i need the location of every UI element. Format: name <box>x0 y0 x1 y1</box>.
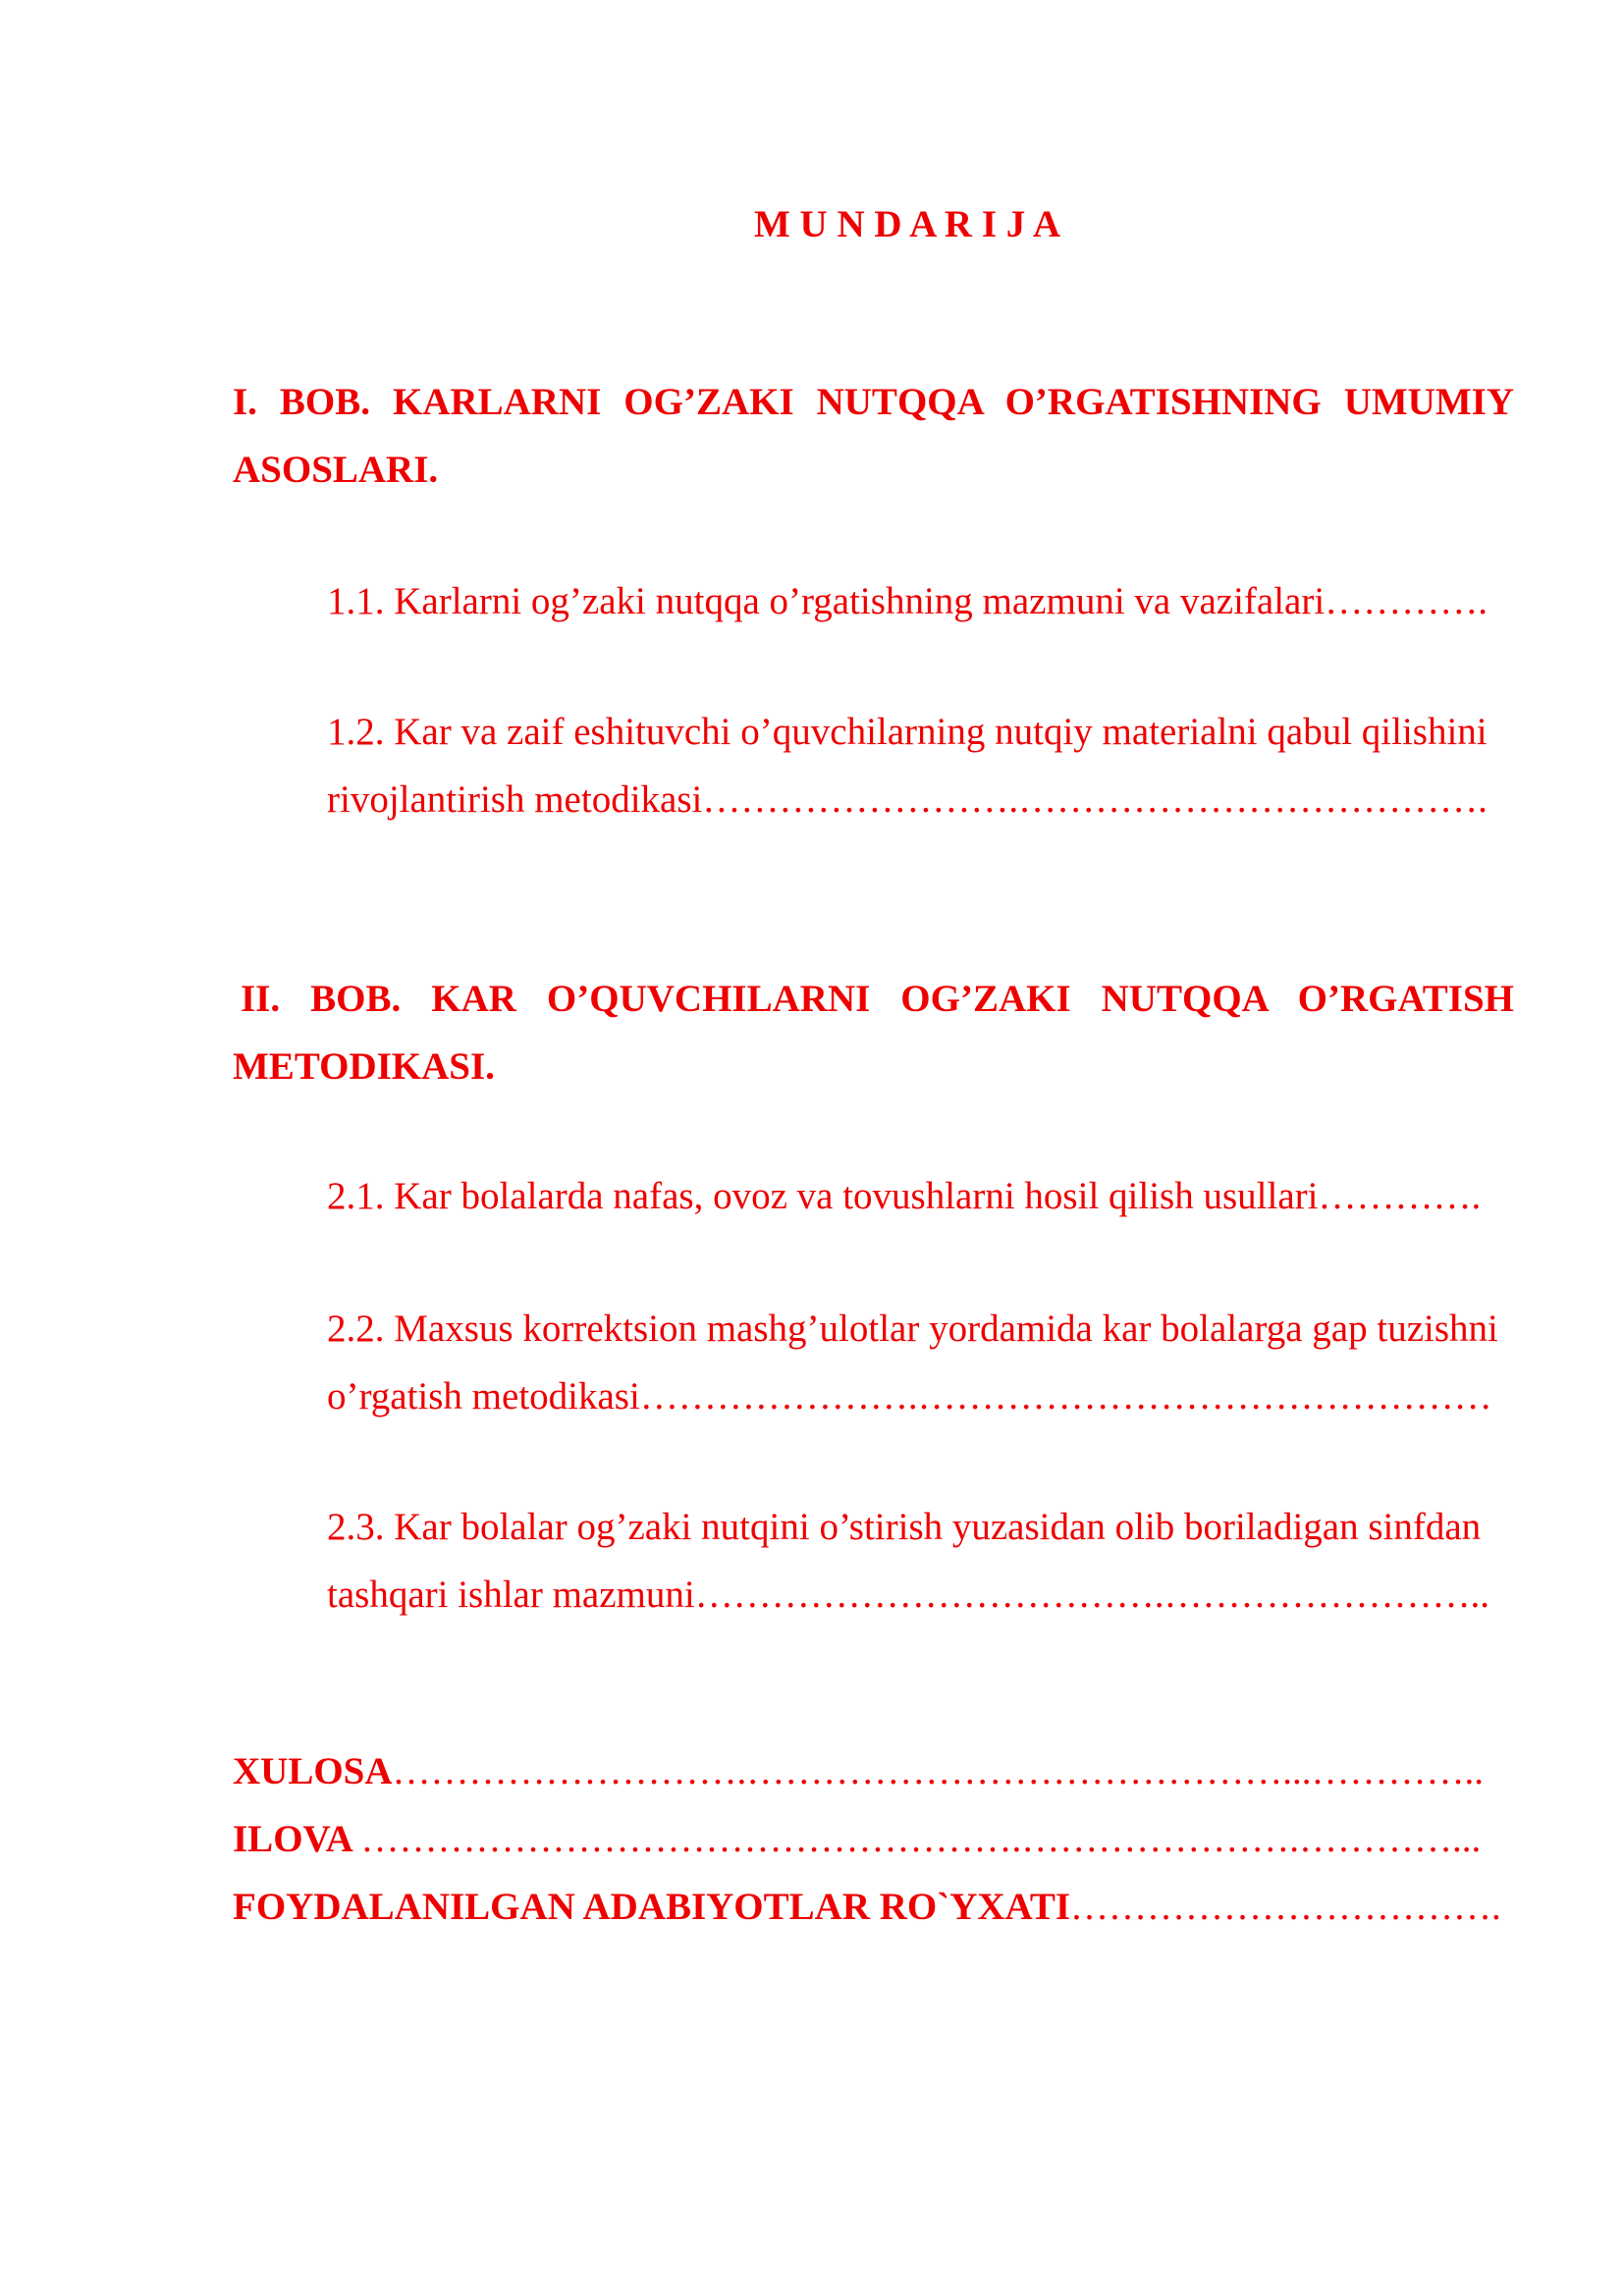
toc-leader-dots: ……………………….……………………………………...………….. <box>392 1750 1485 1792</box>
toc-entry-2-3 <box>327 1493 1514 1629</box>
toc-entry-1-1 <box>327 567 1514 635</box>
toc-entry-bibliography <box>233 1873 1501 1941</box>
toc-leader-dots: …………. <box>1318 1175 1482 1217</box>
toc-entry-label: FOYDALANILGAN ADABIYOTLAR RO`YXATI <box>233 1886 1071 1928</box>
toc-leader-dots: ……………………………. <box>1070 1886 1501 1928</box>
toc-entry-1-2 <box>327 698 1514 833</box>
toc-leader-dots: …………………….………………………………. <box>702 778 1488 821</box>
toc-entry-label: 2.2. Maxsus korrektsion mashg’ulotlar yordamida kar bolalarga gap tuzishni o’rgatish metodikasi <box>327 1308 1498 1417</box>
toc-entry-label: XULOSA <box>233 1750 393 1792</box>
toc-entry-label: ILOVA <box>233 1818 361 1860</box>
toc-leader-dots: …………………………………………….………………….…………... <box>360 1818 1482 1860</box>
toc-entry-2-2 <box>327 1295 1514 1430</box>
toc-entry-2-1 <box>327 1162 1514 1230</box>
toc-leader-dots: ………………….……………………………………… <box>639 1375 1492 1417</box>
toc-leader-dots: ……………………………….…………………….. <box>694 1574 1489 1616</box>
toc-entry-label: 1.1. Karlarni og’zaki nutqqa o’rgatishning mazmuni va vazifalari <box>327 580 1326 622</box>
chapter-1-heading: I. BOB. KARLARNI OG’ZAKI NUTQQA O’RGATISHNING UMUMIY ASOSLARI. <box>233 381 1514 491</box>
chapter-2-heading: II. BOB. KAR O’QUVCHILARNI OG’ZAKI NUTQQA O’RGATISH METODIKASI. <box>233 978 1514 1088</box>
toc-entry-label: 2.1. Kar bolalarda nafas, ovoz va tovushlarni hosil qilish usullari <box>327 1175 1319 1217</box>
toc-entry-label: 2.3. Kar bolalar og’zaki nutqini o’stirish yuzasidan olib boriladigan sinfdan tashqari ishlar mazmuni <box>327 1506 1482 1616</box>
toc-leader-dots: …………. <box>1325 580 1488 622</box>
toc-title: M U N D A R I J A <box>754 203 1061 245</box>
toc-entry-label: 1.2. Kar va zaif eshituvchi o’quvchilarning nutqiy materialni qabul qilishini rivojlantirish metodikasi <box>327 711 1488 821</box>
toc-entry-conclusion <box>233 1737 1484 1805</box>
toc-entry-appendix <box>233 1805 1481 1873</box>
